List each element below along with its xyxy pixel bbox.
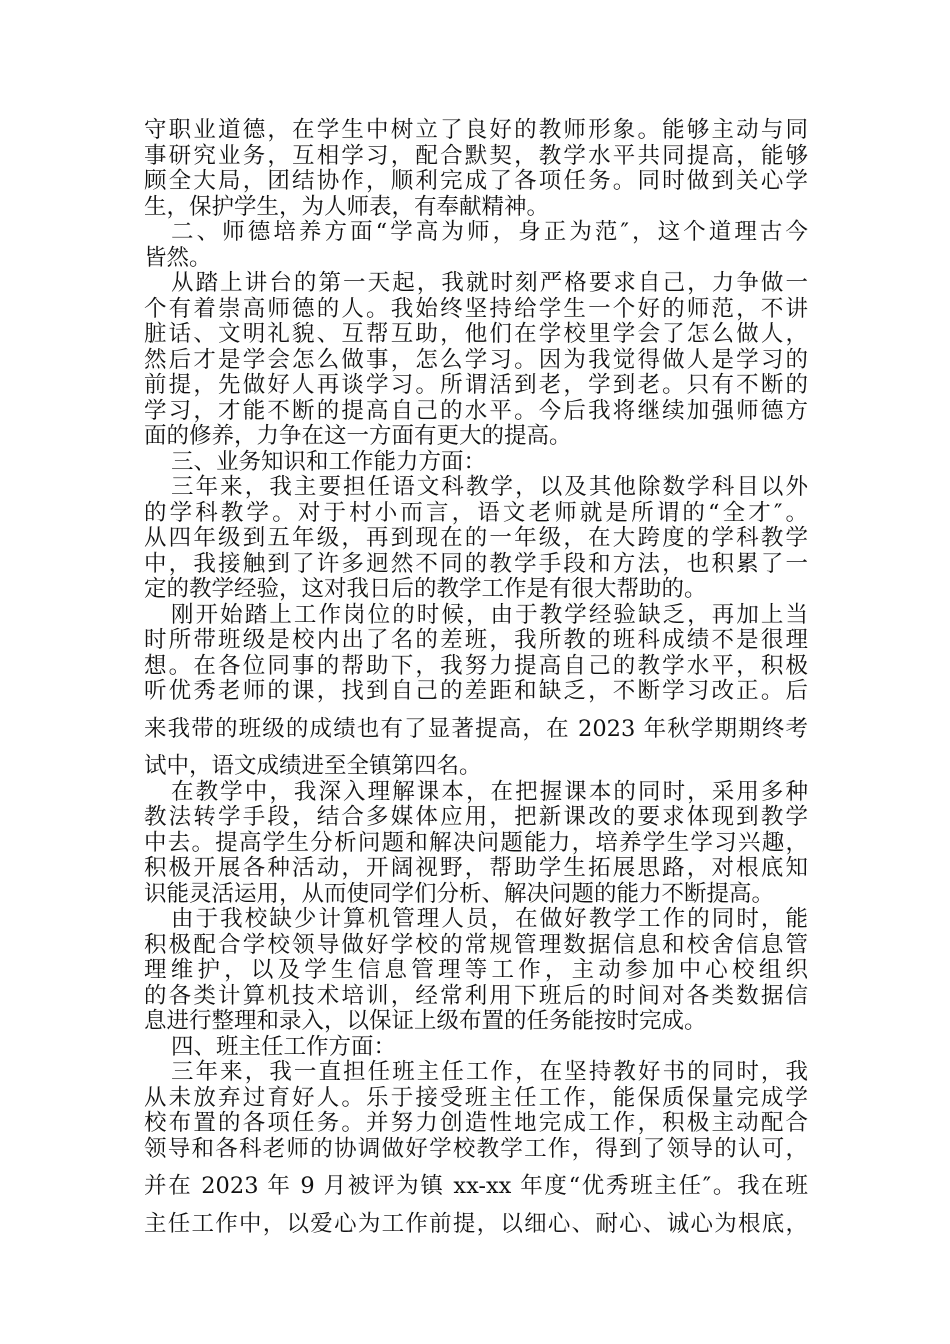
text-line: 理维护，以及学生信息管理等工作，主动参加中心校组织: [144, 957, 808, 983]
text-line: 中，我接触到了许多迥然不同的教学手段和方法，也积累了一: [144, 550, 808, 577]
text-line: 来我带的班级的成绩也有了显著提高，在 2023 年秋学期期终考: [144, 715, 808, 742]
text-line: 试中，语文成绩进至全镇第四名。: [144, 753, 482, 779]
text-line: 教法转学手段，结合多媒体应用，把新课改的要求体现到教学: [144, 804, 808, 830]
text-line: 三年来，我一直担任班主任工作，在坚持教好书的同时，我: [171, 1059, 808, 1085]
text-line: 前提，先做好人再谈学习。所谓活到老，学到老。只有不断的: [144, 372, 808, 398]
text-line: 学习，才能不断的提高自己的水平。今后我将继续加强师德方: [144, 397, 808, 424]
text-line: 刚开始踏上工作岗位的时候，由于教学经验缺乏，再加上当: [171, 601, 808, 628]
text-line: 脏话、文明礼貌、互帮互助，他们在学校里学会了怎么做人，: [144, 321, 808, 347]
text-line: 由于我校缺少计算机管理人员，在做好教学工作的同时，能: [171, 906, 808, 932]
text-line: 的学科教学。对于村小而言，语文老师就是所谓的“全才″。: [144, 499, 808, 526]
text-line: 想。在各位同事的帮助下，我努力提高自己的教学水平，积极: [144, 652, 808, 679]
text-line: 从踏上讲台的第一天起，我就时刻严格要求自己，力争做一: [171, 270, 808, 296]
text-line: 顾全大局，团结协作，顺利完成了各项任务。同时做到关心学: [144, 168, 808, 194]
text-line: 的各类计算机技术培训，经常利用下班后的时间对各类数据信: [144, 982, 808, 1009]
text-line: 主任工作中，以爱心为工作前提，以细心、耐心、诚心为根底，: [144, 1210, 808, 1237]
text-line: 并在 2023 年 9 月被评为镇 xx-xx 年度“优秀班主任″。我在班: [144, 1173, 808, 1199]
text-line: 然后才是学会怎么做事，怎么学习。因为我觉得做人是学习的: [144, 346, 808, 373]
text-line: 积极配合学校领导做好学校的常规管理数据信息和校舍信息管: [144, 931, 808, 958]
text-line: 积极开展各种活动，开阔视野，帮助学生拓展思路，对根底知: [144, 855, 808, 881]
text-line: 事研究业务，互相学习，配合默契，教学水平共同提高，能够: [144, 142, 808, 169]
text-line: 听优秀老师的课，找到自己的差距和缺乏，不断学习改正。后: [144, 678, 808, 704]
text-line: 领导和各科老师的协调做好学校教学工作，得到了领导的认可，: [144, 1135, 808, 1162]
section-heading: 四、班主任工作方面：: [171, 1033, 397, 1060]
text-line: 时所带班级是校内出了名的差班，我所教的班科成绩不是很理: [144, 627, 808, 653]
text-line: 个有着崇高师德的人。我始终坚持给学生一个好的师范，不讲: [144, 295, 808, 322]
text-line: 息进行整理和录入，以保证上级布置的任务能按时完成。: [144, 1008, 707, 1034]
text-line: 生，保护学生，为人师表，有奉献精神。: [144, 193, 550, 220]
text-line: 从四年级到五年级，再到现在的一年级，在大跨度的学科教学: [144, 525, 808, 551]
text-line: 皆然。: [144, 244, 212, 271]
text-line: 定的教学经验，这对我日后的教学工作是有很大帮助的。: [144, 576, 707, 602]
text-line: 从未放弃过育好人。乐于接受班主任工作，能保质保量完成学: [144, 1084, 808, 1111]
text-line: 守职业道德，在学生中树立了良好的教师形象。能够主动与同: [144, 117, 808, 143]
text-line: 识能灵活运用，从而使同学们分析、解决问题的能力不断提高。: [144, 880, 775, 907]
text-line: 三年来，我主要担任语文科教学，以及其他除数学科目以外: [171, 474, 808, 500]
section-heading: 二、师德培养方面“学高为师，身正为范″，这个道理古今: [171, 219, 808, 245]
document-body: [144, 118, 808, 1237]
text-line: 校布置的各项任务。并努力创造性地完成工作，积极主动配合: [144, 1110, 808, 1136]
text-line: 中去。提高学生分析问题和解决问题能力，培养学生学习兴趣，: [144, 829, 808, 856]
text-line: 在教学中，我深入理解课本，在把握课本的同时，采用多种: [171, 778, 808, 805]
section-heading: 三、业务知识和工作能力方面：: [171, 448, 487, 475]
text-line: 面的修养，力争在这一方面有更大的提高。: [144, 423, 572, 449]
